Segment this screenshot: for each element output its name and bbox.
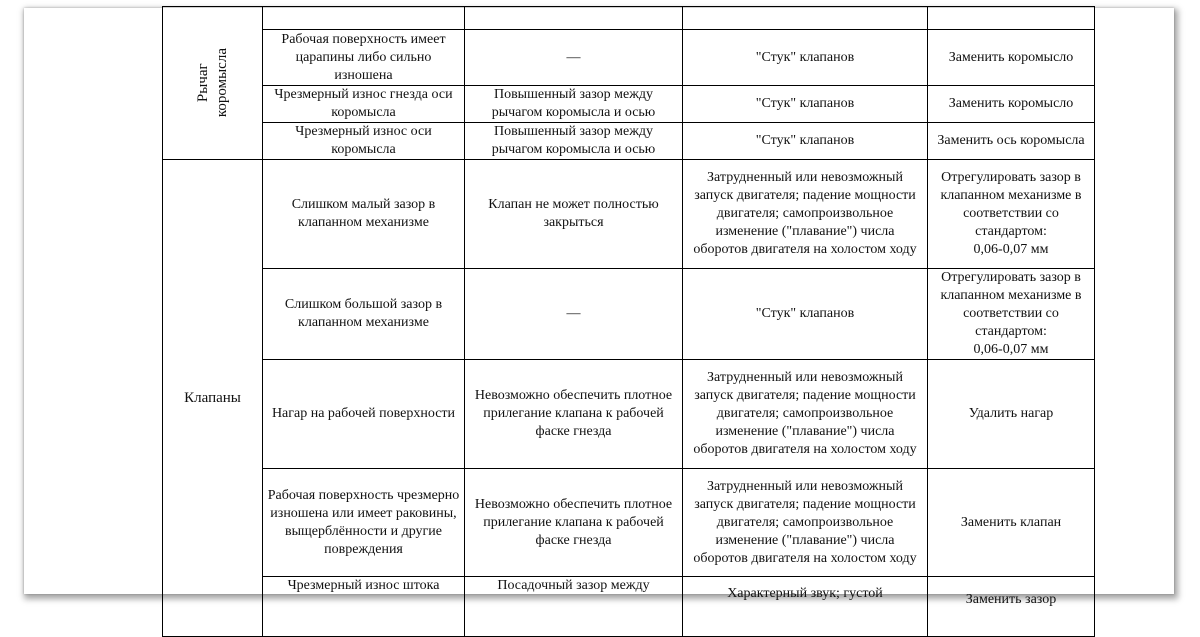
table-row [163,469,1095,577]
cause-cell: Рабочая поверхность чрезмерно изношена или имеет раковины, выщерблённости и другие повреждения [263,469,465,577]
document-page [24,8,1174,607]
effect-cell: Посадочный зазор между [465,577,683,637]
remedy-cell: Удалить нагар [928,360,1095,469]
remedy-cell: Отрегулировать зазор в клапанном механизме в соответствии со стандартом: 0,06-0,07 мм [928,160,1095,269]
remedy-cell: Заменить коромысло [928,86,1095,123]
table-row [163,30,1095,86]
symptom-cell [683,7,928,30]
effect-cell: Клапан не может полностью закрыться [465,160,683,269]
effect-cell: Невозможно обеспечить плотное прилегание клапана к рабочей фаске гнезда [465,360,683,469]
effect-cell: Повышенный зазор между рычагом коромысла и осью [465,86,683,123]
symptom-cell: "Стук" клапанов [683,123,928,160]
effect-cell [465,7,683,30]
table-row [163,7,1095,30]
symptom-cell: "Стук" клапанов [683,30,928,86]
symptom-cell: "Стук" клапанов [683,269,928,360]
cause-cell: Рабочая поверхность имеет царапины либо сильно изношена [263,30,465,86]
remedy-cell: Заменить зазор [928,577,1095,637]
group-cell-valves: Клапаны [163,160,263,637]
group-label: Рычаг коромысла [194,48,230,118]
remedy-cell [928,7,1095,30]
symptom-cell: Затрудненный или невозможный запуск двигателя; падение мощности двигателя; самопроизвольное изменение ("плавание") числа оборотов двигателя на холостом ходу [683,360,928,469]
table-row [163,160,1095,269]
effect-cell: — [465,269,683,360]
effect-cell: Повышенный зазор между рычагом коромысла и осью [465,123,683,160]
group-cell-rocker-arm [163,7,263,160]
remedy-cell: Заменить ось коромысла [928,123,1095,160]
table-row [163,123,1095,160]
symptom-cell: Затрудненный или невозможный запуск двигателя; падение мощности двигателя; самопроизвольное изменение ("плавание") числа оборотов двигателя на холостом ходу [683,469,928,577]
table-row [163,360,1095,469]
symptom-cell: Затрудненный или невозможный запуск двигателя; падение мощности двигателя; самопроизвольное изменение ("плавание") числа оборотов двигателя на холостом ходу [683,160,928,269]
table-row [163,269,1095,360]
remedy-cell: Заменить коромысло [928,30,1095,86]
cause-cell: Чрезмерный износ штока [263,577,465,637]
cause-cell: Нагар на рабочей поверхности [263,360,465,469]
remedy-cell: Заменить клапан [928,469,1095,577]
table-row [163,86,1095,123]
symptom-cell: Характерный звук; густой [683,577,928,637]
cause-cell [263,7,465,30]
effect-cell: Невозможно обеспечить плотное прилегание клапана к рабочей фаске гнезда [465,469,683,577]
fault-table [162,6,1095,637]
cause-cell: Слишком малый зазор в клапанном механизме [263,160,465,269]
cause-cell: Чрезмерный износ оси коромысла [263,123,465,160]
table-row [163,577,1095,637]
symptom-cell: "Стук" клапанов [683,86,928,123]
remedy-cell: Отрегулировать зазор в клапанном механизме в соответствии со стандартом: 0,06-0,07 мм [928,269,1095,360]
cause-cell: Чрезмерный износ гнезда оси коромысла [263,86,465,123]
cause-cell: Слишком большой зазор в клапанном механизме [263,269,465,360]
effect-cell: — [465,30,683,86]
